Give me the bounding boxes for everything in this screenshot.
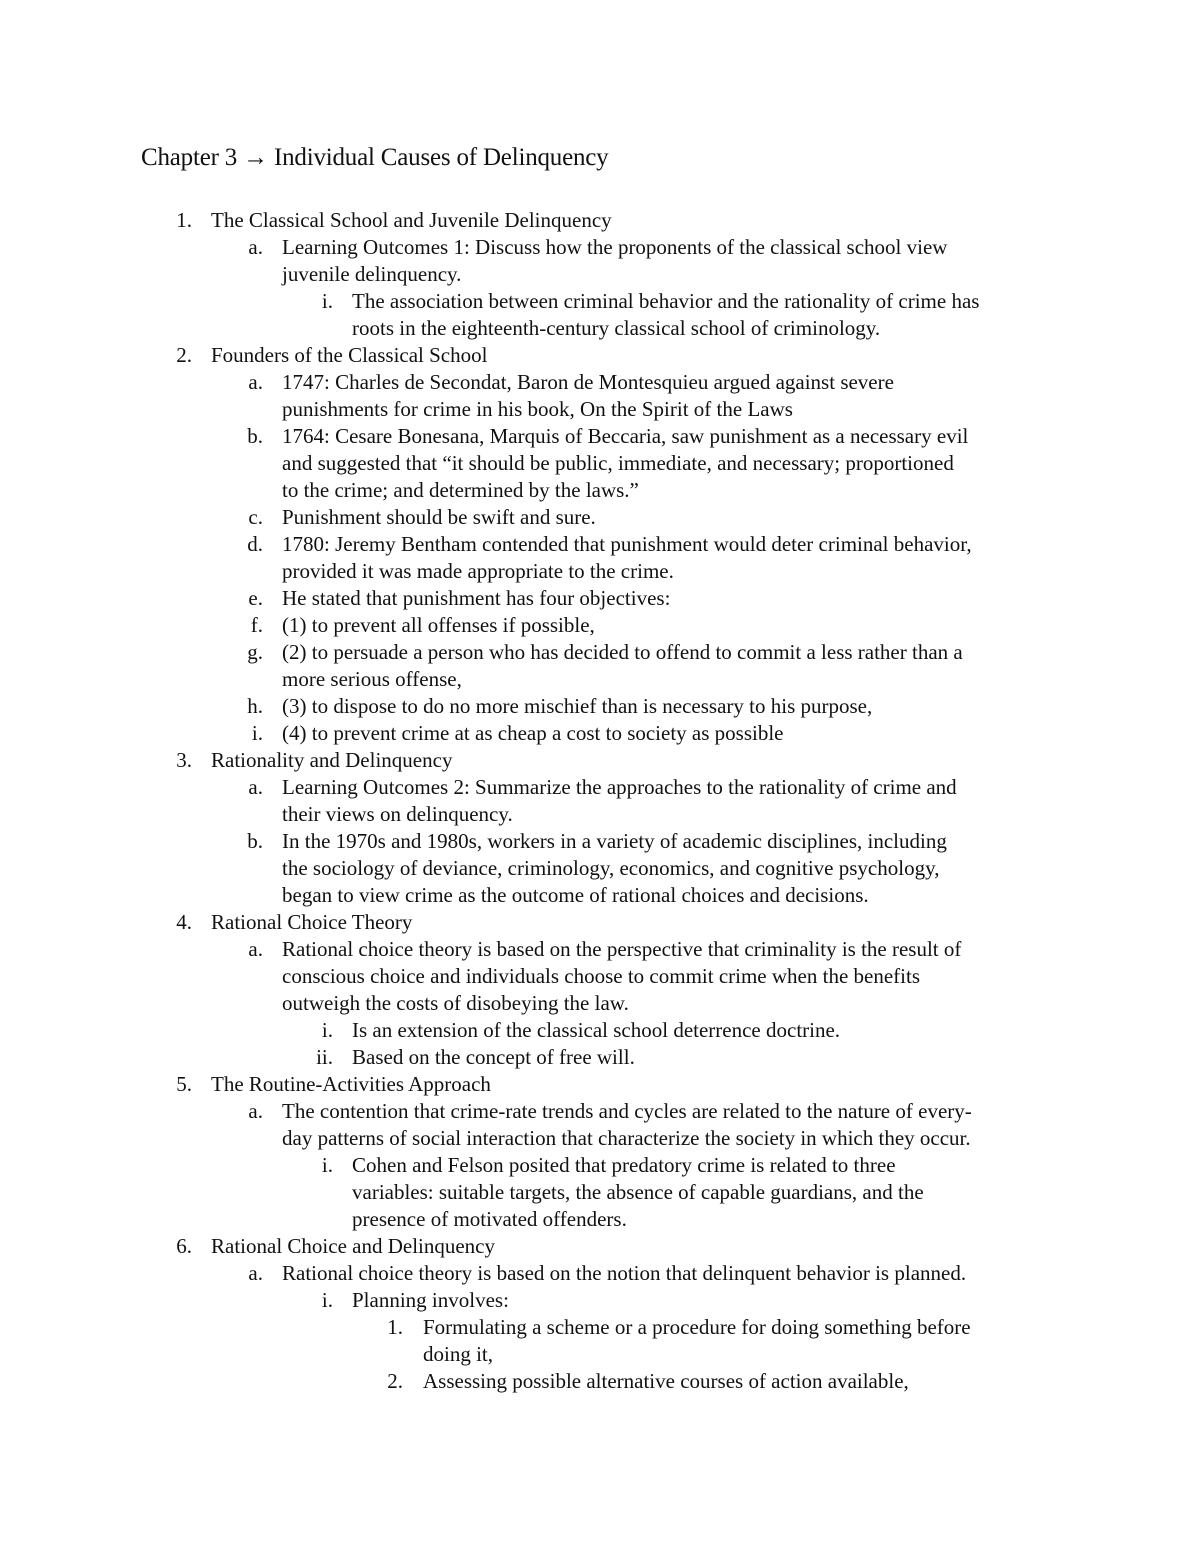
item-marker: 4. — [176, 910, 192, 934]
item-text: juvenile delinquency. — [282, 262, 462, 286]
item-marker: c. — [248, 505, 263, 529]
item-text: outweigh the costs of disobeying the law. — [282, 991, 629, 1015]
outline-item — [0, 936, 1200, 963]
outline-item — [0, 1017, 1200, 1044]
item-text: day patterns of social interaction that characterize the society in which they occur. — [282, 1126, 971, 1150]
outline-item — [0, 639, 1200, 666]
item-text: Rational Choice Theory — [211, 910, 413, 934]
item-marker: e. — [248, 586, 263, 610]
outline-item — [0, 1314, 1200, 1341]
item-text: 1747: Charles de Secondat, Baron de Montesquieu argued against severe — [282, 370, 894, 394]
item-text: (1) to prevent all offenses if possible, — [282, 613, 595, 637]
item-text: (4) to prevent crime at as cheap a cost to society as possible — [282, 721, 784, 745]
item-marker: f. — [250, 613, 263, 637]
item-marker: a. — [248, 1099, 263, 1123]
item-marker: 5. — [176, 1072, 192, 1096]
item-marker: 6. — [176, 1234, 192, 1258]
outline-item — [0, 612, 1200, 639]
item-text: to the crime; and determined by the laws.” — [282, 478, 639, 502]
outline-item — [0, 585, 1200, 612]
item-text: Formulating a scheme or a procedure for doing something before — [423, 1315, 971, 1339]
outline-item — [0, 234, 1200, 261]
item-text: conscious choice and individuals choose to commit crime when the benefits — [282, 964, 920, 988]
item-text: Punishment should be swift and sure. — [282, 505, 596, 529]
outline-item — [0, 1071, 1200, 1098]
outline-continuation — [0, 396, 1200, 423]
item-text: more serious offense, — [282, 667, 462, 691]
item-text: Learning Outcomes 2: Summarize the approaches to the rationality of crime and — [282, 775, 957, 799]
outline-item — [0, 369, 1200, 396]
outline-continuation — [0, 963, 1200, 990]
item-text: The contention that crime-rate trends and cycles are related to the nature of every- — [282, 1099, 972, 1123]
item-text: punishments for crime in his book, On the Spirit of the Laws — [282, 397, 793, 421]
outline-continuation — [0, 1206, 1200, 1233]
item-text: Cohen and Felson posited that predatory crime is related to three — [352, 1153, 896, 1177]
page-title: Chapter 3 → Individual Causes of Delinquency — [141, 144, 609, 171]
item-text: The association between criminal behavior and the rationality of crime has — [352, 289, 980, 313]
item-marker: i. — [321, 1018, 333, 1042]
item-text: He stated that punishment has four objectives: — [282, 586, 671, 610]
item-marker: a. — [248, 937, 263, 961]
item-text: Rational choice theory is based on the perspective that criminality is the result of — [282, 937, 962, 961]
outline-item — [0, 720, 1200, 747]
outline-item — [0, 342, 1200, 369]
item-marker: d. — [247, 532, 263, 556]
outline-continuation — [0, 666, 1200, 693]
outline-item — [0, 531, 1200, 558]
outline-continuation — [0, 1125, 1200, 1152]
outline-item — [0, 774, 1200, 801]
outline-item — [0, 207, 1200, 234]
item-text: provided it was made appropriate to the crime. — [282, 559, 674, 583]
item-text: variables: suitable targets, the absence of capable guardians, and the — [352, 1180, 924, 1204]
outline-item — [0, 423, 1200, 450]
item-marker: g. — [247, 640, 263, 664]
item-text: Learning Outcomes 1: Discuss how the proponents of the classical school view — [282, 235, 948, 259]
item-marker: i. — [321, 1153, 333, 1177]
item-text: The Routine-Activities Approach — [211, 1072, 491, 1096]
item-marker: 2. — [387, 1369, 403, 1393]
outline-continuation — [0, 990, 1200, 1017]
item-marker: 2. — [176, 343, 192, 367]
outline-item — [0, 1368, 1200, 1395]
item-text: began to view crime as the outcome of rational choices and decisions. — [282, 883, 869, 907]
outline-continuation — [0, 855, 1200, 882]
item-marker: ii. — [316, 1045, 333, 1069]
item-text: 1780: Jeremy Bentham contended that punishment would deter criminal behavior, — [282, 532, 972, 556]
outline-item — [0, 1233, 1200, 1260]
item-marker: i. — [321, 1288, 333, 1312]
item-marker: a. — [248, 775, 263, 799]
outline-item — [0, 747, 1200, 774]
item-text: (3) to dispose to do no more mischief than is necessary to his purpose, — [282, 694, 873, 718]
outline-continuation — [0, 450, 1200, 477]
outline-continuation — [0, 882, 1200, 909]
item-text: presence of motivated offenders. — [352, 1207, 627, 1231]
item-text: Rationality and Delinquency — [211, 748, 453, 772]
outline-continuation — [0, 1341, 1200, 1368]
item-text: doing it, — [423, 1342, 494, 1366]
item-text: (2) to persuade a person who has decided to offend to commit a less rather than a — [282, 640, 963, 664]
outline-item — [0, 504, 1200, 531]
outline-item — [0, 828, 1200, 855]
item-text: Assessing possible alternative courses of action available, — [423, 1369, 909, 1393]
outline-item — [0, 1098, 1200, 1125]
outline-item — [0, 288, 1200, 315]
item-marker: b. — [247, 829, 263, 853]
outline-continuation — [0, 261, 1200, 288]
item-text: their views on delinquency. — [282, 802, 513, 826]
item-text: Rational Choice and Delinquency — [211, 1234, 496, 1258]
item-text: In the 1970s and 1980s, workers in a variety of academic disciplines, including — [282, 829, 947, 853]
outline-continuation — [0, 1179, 1200, 1206]
outline-list — [0, 207, 1200, 1395]
outline-continuation — [0, 477, 1200, 504]
item-marker: i. — [251, 721, 263, 745]
item-marker: 1. — [387, 1315, 403, 1339]
item-marker: a. — [248, 235, 263, 259]
item-text: Rational choice theory is based on the notion that delinquent behavior is planned. — [282, 1261, 967, 1285]
outline-item — [0, 693, 1200, 720]
item-text: Is an extension of the classical school deterrence doctrine. — [352, 1018, 841, 1042]
item-marker: a. — [248, 1261, 263, 1285]
item-marker: b. — [247, 424, 263, 448]
item-marker: h. — [247, 694, 263, 718]
outline-item — [0, 1152, 1200, 1179]
item-text: Based on the concept of free will. — [352, 1045, 635, 1069]
item-marker: 3. — [176, 748, 192, 772]
item-text: The Classical School and Juvenile Delinquency — [211, 208, 612, 232]
outline-item — [0, 1287, 1200, 1314]
outline-item — [0, 909, 1200, 936]
item-text: and suggested that “it should be public, immediate, and necessary; proportioned — [282, 451, 954, 475]
outline-continuation — [0, 558, 1200, 585]
outline-continuation — [0, 315, 1200, 342]
outline-item — [0, 1044, 1200, 1071]
item-text: the sociology of deviance, criminology, economics, and cognitive psychology, — [282, 856, 940, 880]
item-marker: a. — [248, 370, 263, 394]
item-text: Founders of the Classical School — [211, 343, 488, 367]
item-marker: 1. — [176, 208, 192, 232]
item-marker: i. — [321, 289, 333, 313]
outline-continuation — [0, 801, 1200, 828]
item-text: roots in the eighteenth-century classical school of criminology. — [352, 316, 881, 340]
item-text: Planning involves: — [352, 1288, 509, 1312]
outline-item — [0, 1260, 1200, 1287]
item-text: 1764: Cesare Bonesana, Marquis of Beccaria, saw punishment as a necessary evil — [282, 424, 969, 448]
